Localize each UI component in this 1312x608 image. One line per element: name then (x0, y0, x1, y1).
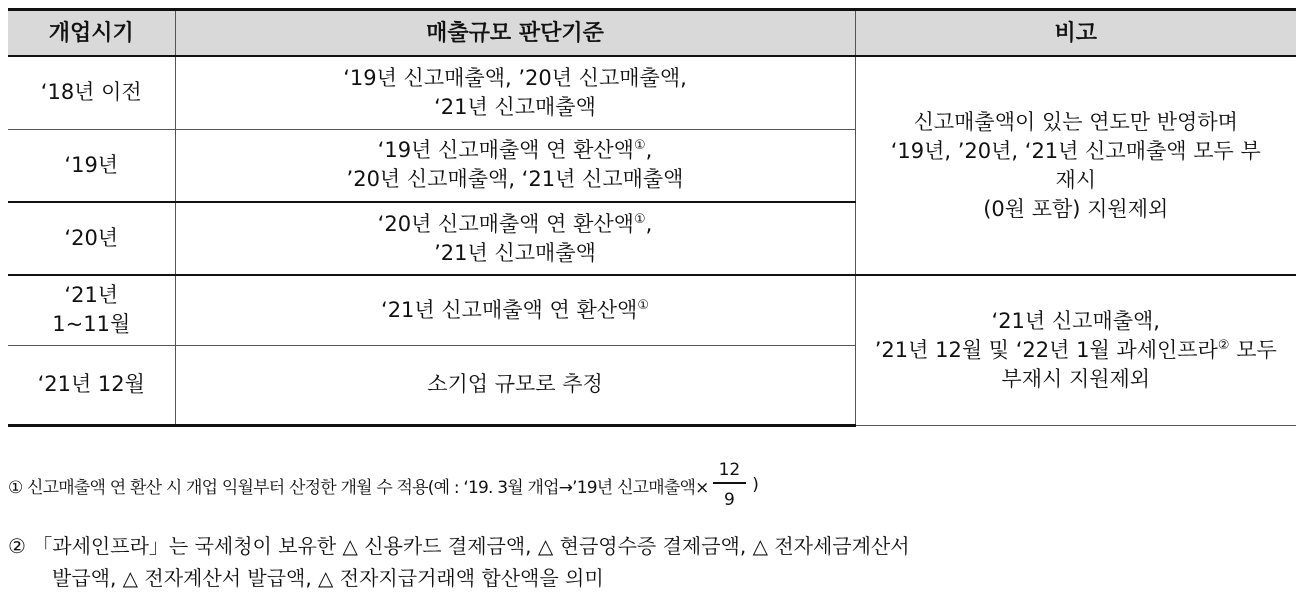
period-line: 1~11월 (52, 312, 131, 337)
footnote-2 (8, 530, 910, 594)
criteria-text: ‘19년 신고매출액 연 환산액 (377, 138, 634, 163)
table-row (8, 56, 1296, 129)
period-cell: ‘21년 12월 (8, 345, 175, 425)
criteria-cell (175, 56, 855, 129)
criteria-line (180, 210, 851, 239)
criteria-cell: 소기업 규모로 추정 (175, 345, 855, 425)
footnote-mark: ① (633, 211, 646, 227)
note-line: ‘21년 신고매출액, (991, 308, 1160, 333)
footnote-1-text: ① 신고매출액 연 환산 시 개업 익월부터 산정한 개월 수 적용(예 : ‘19. 3월 개업→’19년 신고매출액× (8, 477, 709, 498)
note-cell-bottom (855, 275, 1296, 425)
criteria-text: ‘21년 신고매출액 연 환산액 (381, 297, 638, 322)
criteria-table (8, 8, 1296, 427)
criteria-line: ’20년 신고매출액, ‘21년 신고매출액 (346, 167, 684, 192)
footnote-mark: ① (637, 297, 649, 313)
note-text: 모두 (1229, 337, 1277, 362)
header-note: 비고 (855, 10, 1296, 57)
criteria-cell (175, 202, 855, 275)
fraction-denominator: 9 (723, 490, 735, 510)
footnote-mark: ② (1217, 337, 1230, 353)
note-text: ’21년 12월 및 ‘22년 1월 과세인프라 (874, 337, 1218, 362)
criteria-line: ‘21년 신고매출액 (434, 94, 596, 119)
fraction (713, 460, 747, 510)
period-cell (8, 275, 175, 345)
criteria-comma: , (645, 138, 653, 163)
criteria-text: ‘20년 신고매출액 연 환산액 (377, 211, 634, 236)
period-cell: ‘20년 (8, 202, 175, 275)
table-row (8, 275, 1296, 345)
note-line: 신고매출액이 있는 연도만 반영하며 (913, 109, 1238, 134)
criteria-cell (175, 275, 855, 345)
footnote-1-close: ) (752, 475, 759, 495)
note-cell-top (855, 56, 1296, 275)
footnote-1 (8, 450, 758, 520)
footnote-2-line: ② 「과세인프라」는 국세청이 보유한 △ 신용카드 결제금액, △ 현금영수증 결제금액, △ 전자세금계산서 (8, 534, 910, 558)
criteria-comma: , (645, 211, 653, 236)
period-cell: ‘19년 (8, 129, 175, 202)
criteria-line: ’21년 신고매출액 (434, 240, 596, 265)
note-line: 재시 (1055, 167, 1097, 192)
fraction-numerator: 12 (713, 460, 747, 484)
header-period: 개업시기 (8, 10, 175, 57)
note-line (860, 336, 1293, 365)
criteria-line (180, 136, 851, 165)
note-line: ‘19년, ’20년, ‘21년 신고매출액 모두 부 (890, 138, 1261, 163)
period-cell: ‘18년 이전 (8, 56, 175, 129)
header-criteria: 매출규모 판단기준 (175, 10, 855, 57)
note-line: (0원 포함) 지원제외 (983, 196, 1169, 221)
period-line: ‘21년 (64, 283, 119, 308)
footnote-2-line: 발급액, △ 전자계산서 발급액, △ 전자지급거래액 합산액을 의미 (52, 566, 604, 590)
criteria-cell (175, 129, 855, 202)
note-line: 부재시 지원제외 (1001, 366, 1151, 391)
footnote-mark: ① (633, 138, 646, 154)
criteria-line: ‘19년 신고매출액, ’20년 신고매출액, (343, 65, 687, 90)
header-row (8, 10, 1296, 57)
